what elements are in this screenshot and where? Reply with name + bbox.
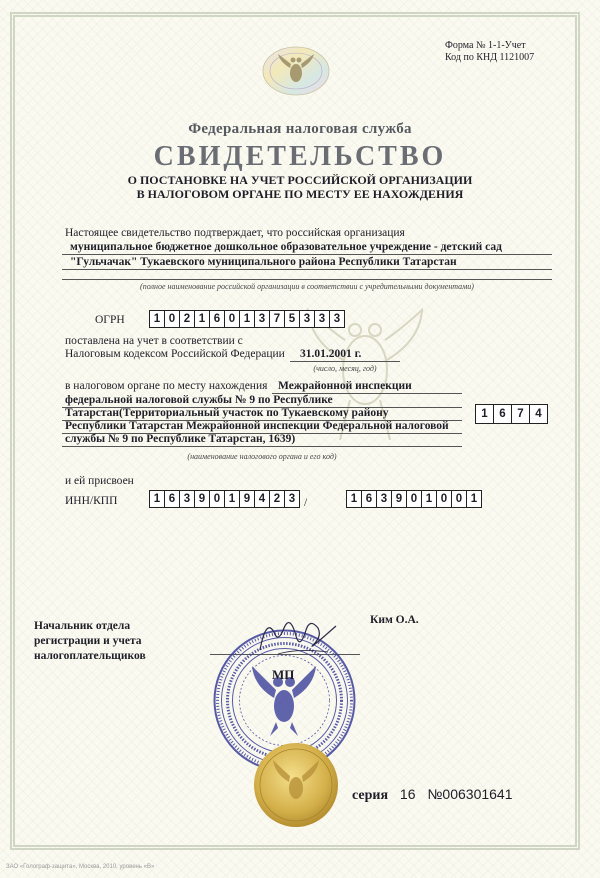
ogrn-digit: 3	[315, 310, 330, 328]
tax-authority-hint: (наименование налогового органа и его код)	[187, 452, 337, 461]
signatory-position	[34, 619, 146, 664]
signature-icon	[248, 610, 348, 662]
inn-digit: 1	[225, 490, 240, 508]
ogrn-digit: 6	[210, 310, 225, 328]
ogrn-digit: 2	[180, 310, 195, 328]
inn-digit: 1	[149, 490, 165, 508]
ogrn-digit: 3	[255, 310, 270, 328]
knd-code: Код по КНД 1121007	[445, 52, 535, 63]
tax-authority-line1: Межрайонной инспекции	[278, 380, 412, 392]
inn-digit: 4	[255, 490, 270, 508]
kpp-digit: 1	[346, 490, 362, 508]
kpp-digit: 0	[407, 490, 422, 508]
service-name: Федеральная налоговая служба	[188, 121, 412, 137]
position-line: налогоплательщиков	[34, 650, 146, 662]
tax-authority-code-boxes	[475, 404, 548, 424]
inn-digit: 2	[270, 490, 285, 508]
position-line: Начальник отдела	[34, 620, 131, 632]
registration-line1: поставлена на учет в соответствии с	[65, 335, 243, 347]
inn-digit: 9	[195, 490, 210, 508]
inn-digit-boxes	[149, 490, 300, 508]
date-hint: (число, месяц, год)	[313, 364, 377, 373]
ogrn-label: ОГРН	[95, 314, 125, 326]
underline	[62, 269, 552, 270]
ogrn-digit: 0	[165, 310, 180, 328]
kpp-digit-boxes	[346, 490, 482, 508]
ogrn-digit: 0	[225, 310, 240, 328]
kpp-digit: 6	[362, 490, 377, 508]
kpp-digit: 1	[422, 490, 437, 508]
certificate-number: 006301641	[442, 786, 513, 802]
tax-authority-line3: Татарстан(Территориальный участок по Тукаевскому району	[65, 407, 389, 419]
ogrn-digit: 3	[300, 310, 315, 328]
tax-authority-line4: Республики Татарстан Межрайонной инспекции Федеральной налоговой	[65, 420, 449, 432]
underline	[62, 279, 552, 280]
registration-date: 31.01.2001 г.	[300, 348, 362, 360]
kpp-digit: 3	[377, 490, 392, 508]
certificate-title: СВИДЕТЕЛЬСТВО	[153, 141, 447, 172]
hologram-emblem-icon	[262, 46, 330, 96]
assignment-intro: и ей присвоен	[65, 475, 134, 487]
position-line: регистрации и учета	[34, 635, 142, 647]
organization-intro: Настоящее свидетельство подтверждает, что российская организация	[65, 227, 405, 239]
ogrn-digit-boxes	[149, 310, 345, 328]
form-info	[445, 40, 534, 64]
registration-line2: Налоговым кодексом Российской Федерации	[65, 348, 285, 360]
inn-digit: 6	[165, 490, 180, 508]
tax-authority-line5: службы № 9 по Республике Татарстан, 1639)	[65, 433, 296, 445]
signatory-name: Ким О.А.	[370, 614, 419, 626]
number-label: №	[427, 786, 443, 802]
inn-digit: 3	[180, 490, 195, 508]
inn-digit: 3	[285, 490, 300, 508]
series-value: 16	[399, 786, 416, 802]
kpp-digit: 0	[452, 490, 467, 508]
inn-kpp-separator: /	[304, 497, 308, 509]
tax-code-digit: 7	[512, 404, 530, 424]
ogrn-digit: 1	[195, 310, 210, 328]
form-number: Форма № 1-1-Учет	[445, 40, 526, 51]
inn-digit: 9	[240, 490, 255, 508]
kpp-digit: 0	[437, 490, 452, 508]
series-number	[352, 786, 513, 804]
stamp-mark: МП	[272, 667, 295, 682]
organization-hint: (полное наименование российской организации в соответствии с учредительными документами)	[140, 282, 474, 291]
ogrn-digit: 1	[149, 310, 165, 328]
tax-code-digit: 1	[475, 404, 494, 424]
ogrn-digit: 5	[285, 310, 300, 328]
printer-footer: ЗАО «Голограф-защита», Москва, 2010, уровень «В»	[6, 864, 155, 870]
ogrn-digit: 1	[240, 310, 255, 328]
organization-name-line1: муниципальное бюджетное дошкольное образовательное учреждение - детский сад	[70, 241, 502, 253]
kpp-digit: 9	[392, 490, 407, 508]
tax-authority-intro: в налоговом органе по месту нахождения	[65, 380, 268, 392]
inn-digit: 0	[210, 490, 225, 508]
underline	[290, 361, 400, 362]
subtitle-line: В НАЛОГОВОМ ОРГАНЕ ПО МЕСТУ ЕЕ НАХОЖДЕНИЯ	[136, 187, 464, 201]
gold-seal-icon	[253, 742, 339, 828]
tax-authority-line2: федеральной налоговой службы № 9 по Республике	[65, 394, 333, 406]
kpp-digit: 1	[467, 490, 482, 508]
certificate-subtitle	[0, 173, 600, 201]
tax-code-digit: 6	[494, 404, 512, 424]
organization-name-line2: "Гульчачак" Тукаевского муниципального района Республики Татарстан	[70, 256, 457, 268]
subtitle-line: О ПОСТАНОВКЕ НА УЧЕТ РОССИЙСКОЙ ОРГАНИЗАЦИИ	[127, 173, 473, 187]
tax-code-digit: 4	[530, 404, 548, 424]
ogrn-digit: 7	[270, 310, 285, 328]
underline	[62, 446, 462, 447]
ogrn-digit: 3	[330, 310, 345, 328]
inn-kpp-label: ИНН/КПП	[65, 495, 118, 507]
series-label: серия	[352, 788, 389, 803]
